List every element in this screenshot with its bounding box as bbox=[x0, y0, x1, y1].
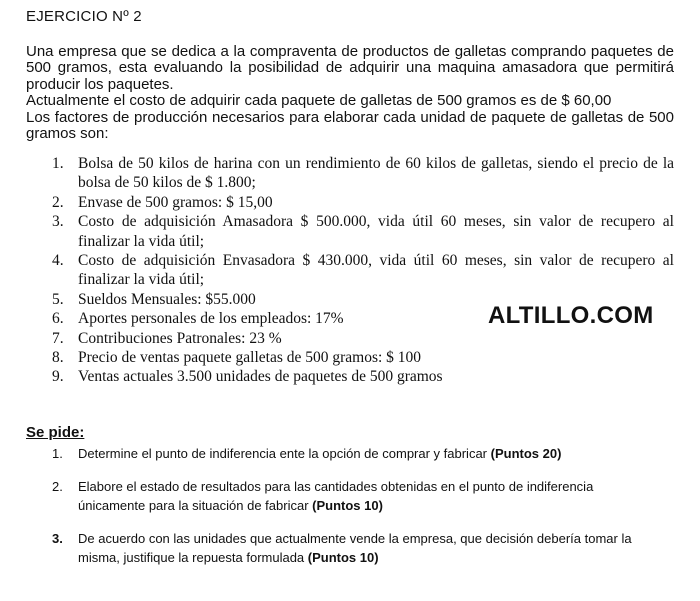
item-text: Aportes personales de los empleados: 17% bbox=[78, 310, 344, 328]
list-item bbox=[26, 251, 674, 290]
item-number: 6. bbox=[52, 310, 64, 328]
list-item bbox=[26, 529, 674, 567]
intro-paragraph: Actualmente el costo de adquirir cada paquete de galletas de 500 gramos es de $ 60,00 bbox=[26, 92, 612, 110]
item-number: 4. bbox=[52, 252, 64, 270]
list-item bbox=[26, 154, 674, 193]
item-text: Costo de adquisición Amasadora $ 500.000, vida útil 60 meses, sin valor de recupero al finalizar la vida útil; bbox=[78, 213, 674, 250]
item-number: 8. bbox=[52, 349, 64, 367]
list-item bbox=[26, 367, 674, 386]
item-text: Precio de ventas paquete galletas de 500 gramos: $ 100 bbox=[78, 349, 422, 367]
item-number: 3. bbox=[52, 213, 64, 231]
item-number: 3. bbox=[52, 531, 63, 546]
item-number: 7. bbox=[52, 329, 64, 347]
list-item bbox=[26, 477, 674, 515]
tasks-heading: Se pide: bbox=[26, 424, 85, 441]
list-item bbox=[26, 348, 674, 367]
item-number: 5. bbox=[52, 290, 64, 308]
intro-paragraph: Los factores de producción necesarios para elaborar cada unidad de paquete de galletas de 500 gramos son: bbox=[26, 108, 674, 143]
list-item bbox=[26, 444, 674, 463]
item-text: Contribuciones Patronales: 23 % bbox=[78, 329, 282, 347]
list-item bbox=[26, 212, 674, 251]
watermark: ALTILLO.COM bbox=[488, 302, 654, 329]
intro-paragraph: Una empresa que se dedica a la compraventa de productos de galletas comprando paquetes de 500 gramos, esta evaluando la posibilidad de adquirir una maquina amasadora que permitirá producir los paquetes. bbox=[26, 43, 674, 93]
task-text: De acuerdo con las unidades que actualmente vende la empresa, que decisión debería tomar la misma, justifique la repuesta formulada bbox=[78, 531, 632, 565]
item-text: Costo de adquisición Envasadora $ 430.000, vida útil 60 meses, sin valor de recupero al finalizar la vida útil; bbox=[78, 252, 674, 289]
task-text: Elabore el estado de resultados para las cantidades obtenidas en el punto de indiferencia únicamente para la situación de fabricar bbox=[78, 479, 594, 513]
item-text: Ventas actuales 3.500 unidades de paquetes de 500 gramos bbox=[78, 368, 443, 386]
task-points: (Puntos 20) bbox=[490, 446, 562, 461]
production-factors-list bbox=[26, 154, 674, 387]
intro-section bbox=[26, 44, 674, 142]
task-points: (Puntos 10) bbox=[312, 498, 383, 513]
item-number: 2. bbox=[52, 193, 64, 211]
item-number: 1. bbox=[52, 155, 64, 172]
task-points: (Puntos 10) bbox=[307, 550, 379, 565]
item-text bbox=[78, 529, 674, 567]
item-text bbox=[78, 477, 674, 515]
item-number: 1. bbox=[52, 446, 63, 461]
item-text bbox=[78, 444, 674, 463]
page-title: EJERCICIO Nº 2 bbox=[26, 8, 142, 25]
list-item bbox=[26, 193, 674, 212]
tasks-list bbox=[26, 444, 674, 581]
item-number: 2. bbox=[52, 479, 63, 494]
item-number: 9. bbox=[52, 368, 64, 386]
item-text: Bolsa de 50 kilos de harina con un rendimiento de 60 kilos de galletas, siendo el precio de la bolsa de 50 kilos de $ 1.800; bbox=[78, 155, 674, 192]
task-text: Determine el punto de indiferencia ente la opción de comprar y fabricar bbox=[78, 446, 491, 461]
list-item bbox=[26, 329, 674, 348]
item-text: Envase de 500 gramos: $ 15,00 bbox=[78, 193, 273, 211]
item-text: Sueldos Mensuales: $55.000 bbox=[78, 290, 256, 308]
